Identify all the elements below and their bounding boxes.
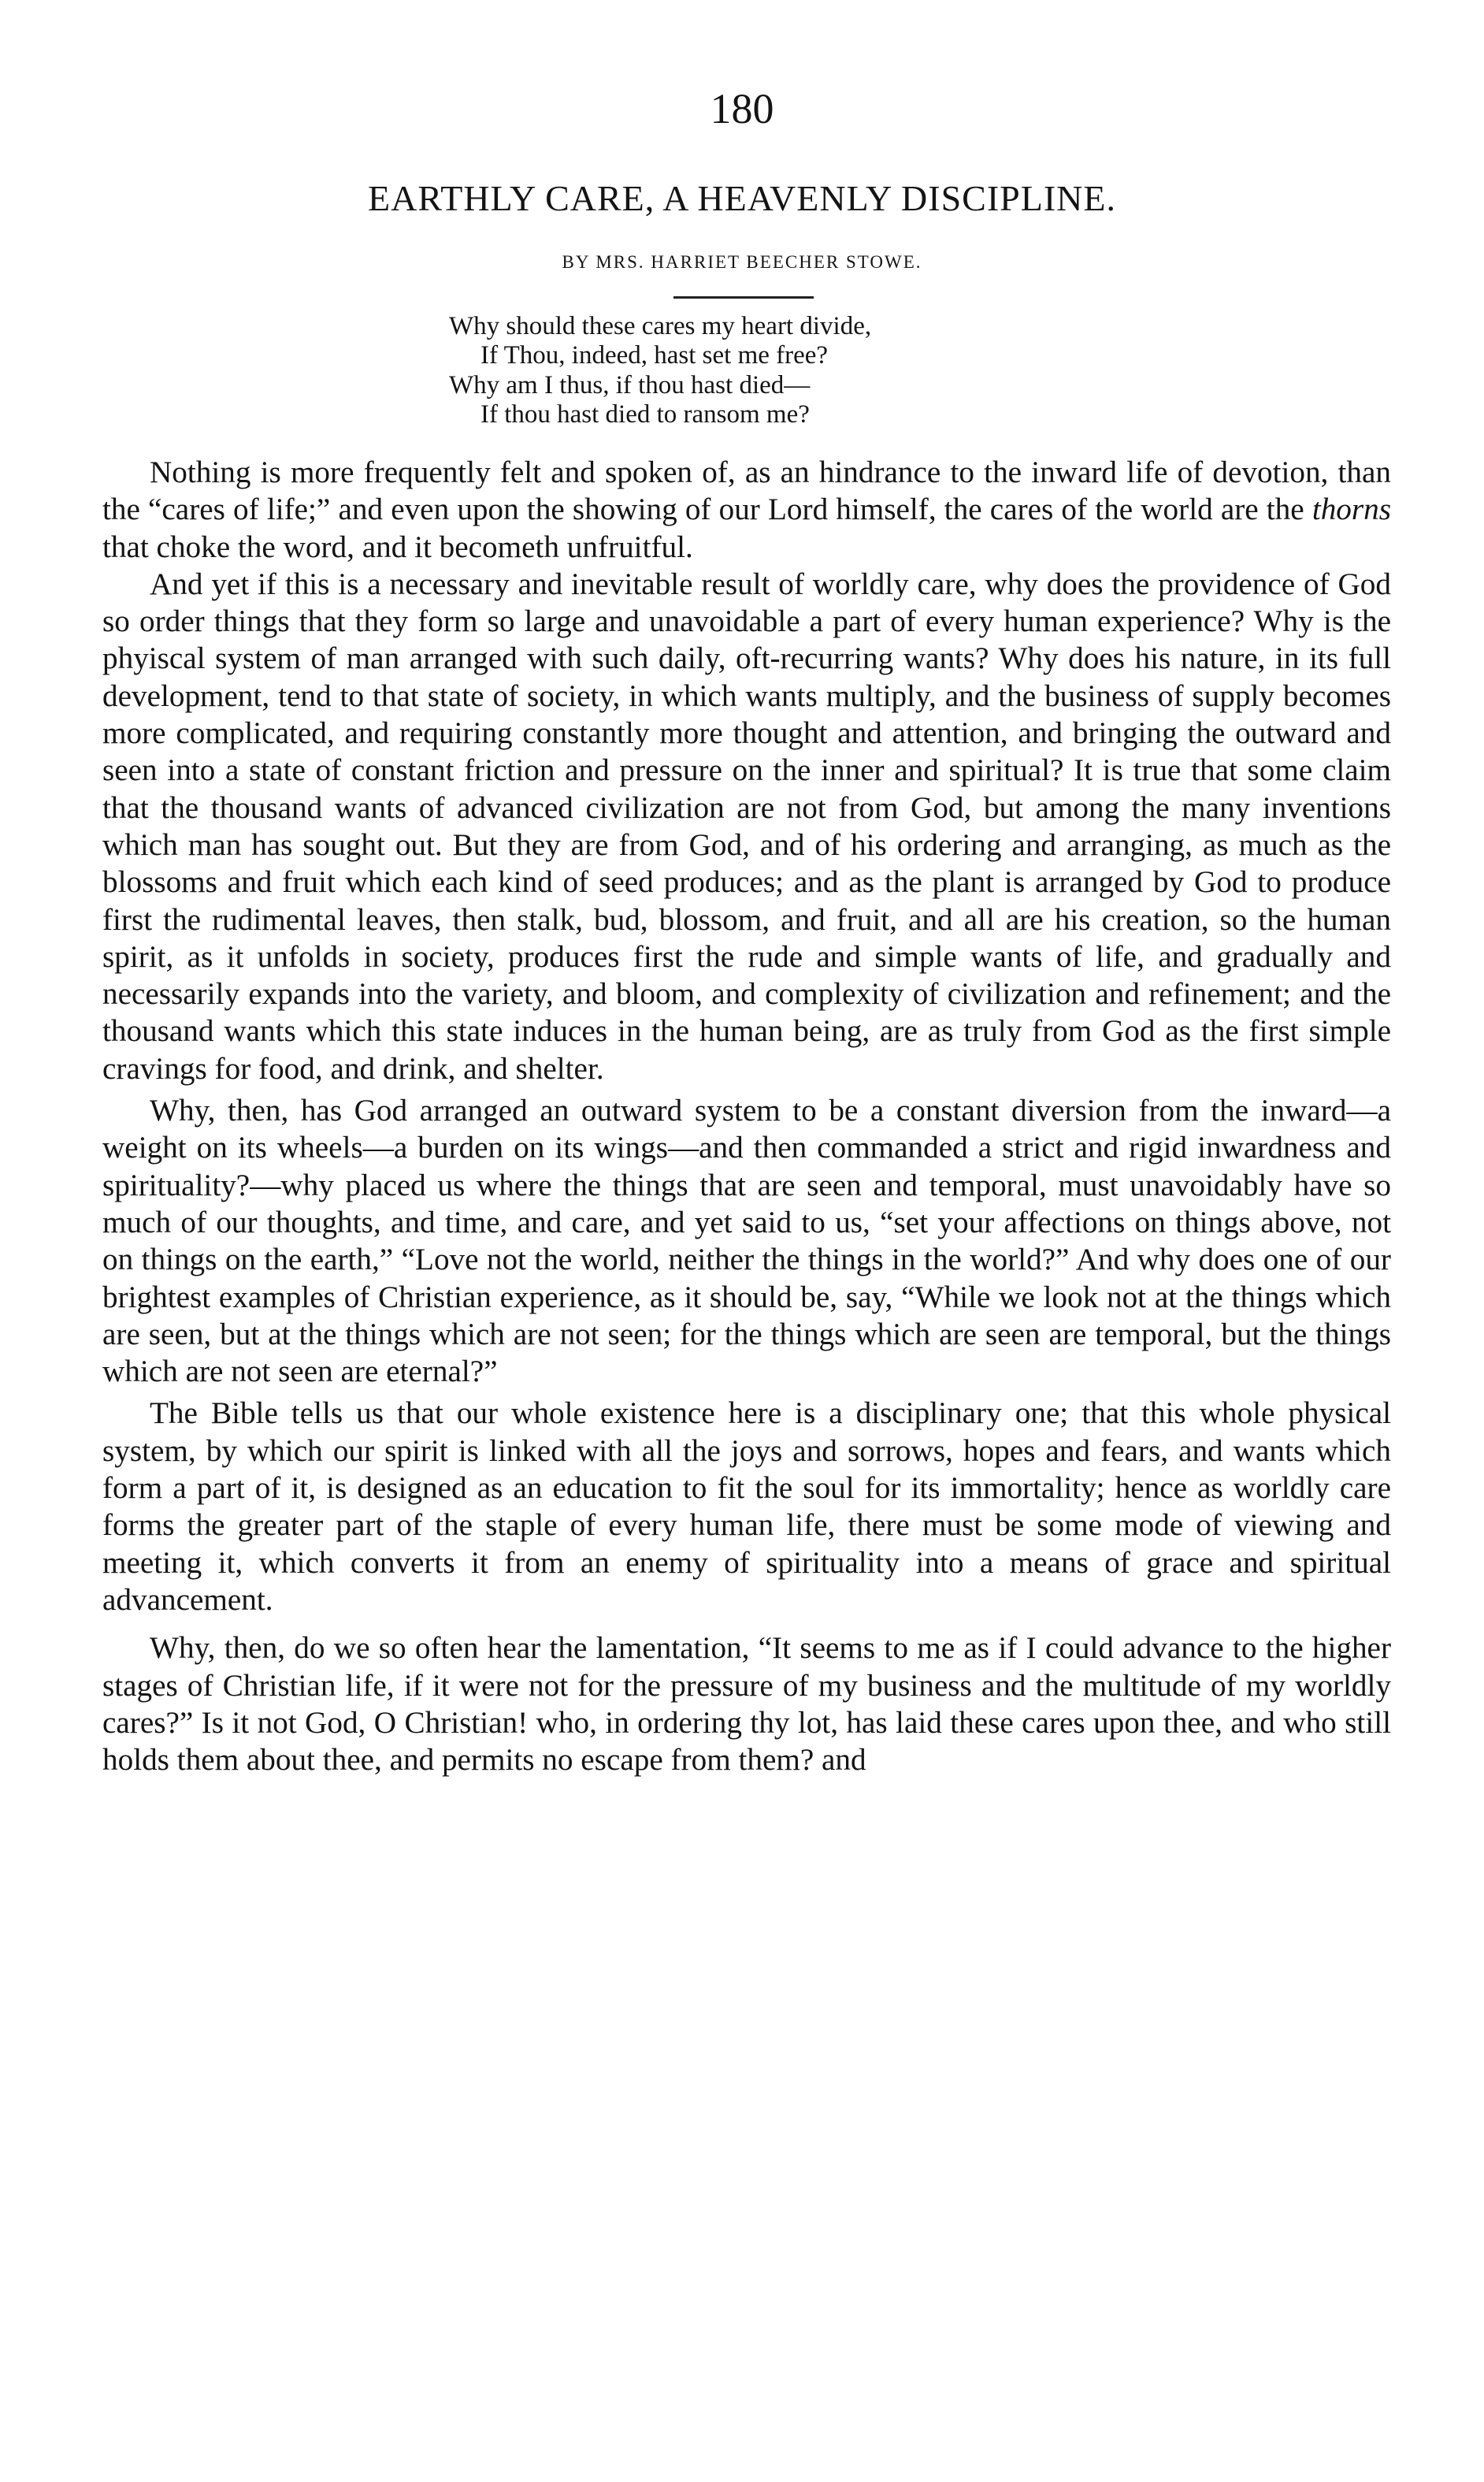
paragraph: Why, then, has God arranged an outward system to be a constant diversion from the inward—a weight on its wheels—a burden on its wings—and then commanded a strict and rigid inwardness and spirituality?—why placed us where the things that are seen and temporal, must unavoidably have so much of our thoughts, and time, and care, and yet said to us, “set your affections on things above, not on things on the earth,” “Love not the world, neither the things in the world?” And why does one of our brightest examples of Christian experience, as it should be, say, “While we look not at the things which are seen, but at the things which are not seen; for the things which are seen are temporal, but the things which are not seen are eternal?”: [102, 1094, 1391, 1389]
article-title: EARTHLY CARE, A HEAVENLY DISCIPLINE.: [368, 178, 1116, 218]
paragraph: Why, then, do we so often hear the lamentation, “It seems to me as if I could advance to the higher stages of Christian life, if it were not for the pressure of my business and the multitude of my worldly cares?” Is it not God, O Christian! who, in ordering thy lot, has laid these cares upon thee, and who still holds them about thee, and permits no escape from them? and: [102, 1631, 1391, 1778]
article-body: [102, 454, 1391, 1778]
verse-line: If thou hast died to ransom me?: [480, 400, 810, 429]
verse-line: Why am I thus, if thou hast died—: [449, 371, 811, 399]
paragraph: [102, 454, 1391, 566]
title-divider: [673, 296, 814, 299]
paragraph: And yet if this is a necessary and inevitable result of worldly care, why does the providence of God so order things that they form so large and unavoidable a part of every human experience? Why is the phyiscal system of man arranged with such daily, oft-recurring wants? Why does his nature, in its full development, tend to that state of society, in which wants multiply, and the business of supply becomes more complicated, and requiring constantly more thought and attention, and bringing the outward and seen into a state of constant friction and pressure on the inner and spiritual? It is true that some claim that the thousand wants of advanced civilization are not from God, but among the many inventions which man has sought out. But they are from God, and of his ordering and arranging, as much as the blossoms and fruit which each kind of seed produces; and as the plant is arranged by God to produce first the rudimental leaves, then stalk, bud, blossom, and fruit, and all are his creation, so the human spirit, as it unfolds in society, produces first the rude and simple wants of life, and gradually and necessarily expands into the variety, and bloom, and complexity of civilization and refinement; and the thousand wants which this state induces in the human being, are as truly from God as the first simple cravings for food, and drink, and shelter.: [102, 567, 1391, 1086]
emphasized-word: thorns: [1311, 492, 1391, 527]
paragraph: The Bible tells us that our whole existence here is a disciplinary one; that this whole physical system, by which our spirit is linked with all the joys and sorrows, hopes and fears, and wants which form a part of it, is designed as an education to fit the soul for its immortality; hence as worldly care forms the greater part of the staple of every human life, there must be some mode of viewing and meeting it, which converts it from an enemy of spirituality into a means of grace and spiritual advancement.: [102, 1396, 1391, 1617]
paragraph-text: Nothing is more frequently felt and spoken of, as an hindrance to the inward life of devotion, than the “cares of life;” and even upon the showing of our Lord himself, the cares of the world are the: [102, 455, 1391, 527]
page-number: 180: [710, 85, 774, 132]
paragraph-text: that choke the word, and it becometh unfruitful.: [102, 529, 693, 564]
verse-line: If Thou, indeed, hast set me free?: [480, 341, 829, 370]
author-byline: BY MRS. HARRIET BEECHER STOWE.: [562, 252, 922, 272]
verse-line: Why should these cares my heart divide,: [449, 312, 872, 340]
